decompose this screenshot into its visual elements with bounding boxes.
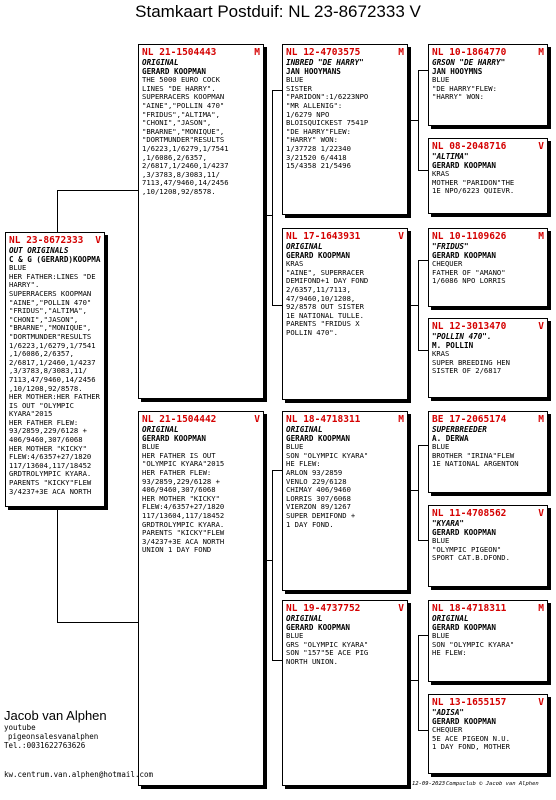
category: INBRED "DE HARRY" xyxy=(286,58,364,67)
description: THE 5000 EURO COCK LINES "DE HARRY". SUPERRACERS KOOPMAN "AINE","POLLIN 470" "FRIDUS","ALTIMA", "CHONI","JASON", "BRARNE","MONIQUE", "DORTMUNDER"RESULTS 1/6223,1/6279,1/7541 ,1/6086,2/6357, 2/6817,1/2460,1/4237 ,3/3783,8/3083,11/ 7113,47/9460,14/2456 ,10/1208,92/8578. xyxy=(142,75,229,196)
connector-line xyxy=(418,540,428,541)
connector-line xyxy=(408,120,419,121)
connector-line xyxy=(272,470,273,660)
category: ORIGINAL xyxy=(286,425,323,434)
owner: GERARD KOOPMAN xyxy=(432,716,497,726)
connector-line xyxy=(272,470,282,471)
ring-number: NL 12-4703575 xyxy=(286,47,361,58)
connector-line xyxy=(408,305,419,306)
description: BLUE SISTER "PARIDON":1/6223NPO "MR ALLENIG": 1/6279 NPO BLOISQUICKEST 7541P "DE HARRY"FLEW: "HARRY" WON: 1/37728 1/22340 3/21520 6/4418 15/4358 21/5496 xyxy=(286,75,369,171)
description: BLUE BROTHER "IRINA"FLEW 1E NATIONAL ARGENTON xyxy=(432,442,519,469)
description: CHEQUER FATHER OF "AMANO" 1/6086 NPO LORRIS xyxy=(432,259,506,286)
description: BLUE GRS "OLYMPIC KYARA" SON "157"5E ACE PIG NORTH UNION. xyxy=(286,631,369,666)
pigeon-card-ff xyxy=(282,44,408,215)
description: BLUE SON "OLYMPIC KYARA" HE FLEW: xyxy=(432,631,515,658)
description: BLUE HER FATHER:LINES "DE HARRY". SUPERRACERS KOOPMAN "AINE","POLLIN 470" "FRIDUS","ALTIMA", "CHONI","JASON", "BRARNE","MONIQUE", "DORTMUNDER"RESULTS 1/6223,1/6279,1/7541 ,1/6086,2/6357, 2/6817,1/2460,1/4237 ,3/3783,8/3083,11/ 7113,47/9460,14/2456 ,10/1208,92/8578. HER MOTHER:HER FATHER IS OUT "OLYMPIC KYARA"2015 HER FATHER FLEW: 93/2859,229/6128 + 406/9460,307/6068 HER MOTHER "KICKY" FLEW:4/6357+27/1820 117/13604,117/18452 GRDTROLYMPIC KYARA. PARENTS "KICKY"FLEW 3/4237+3E ACA NORTH xyxy=(9,263,100,496)
category: ORIGINAL xyxy=(286,242,323,251)
pigeon-card-fmm xyxy=(428,318,548,398)
connector-line xyxy=(418,260,428,261)
owner: A. DERWA xyxy=(432,433,469,443)
ring-number: BE 17-2065174 xyxy=(432,414,507,425)
pigeon-card-mff xyxy=(428,411,548,493)
description: KRAS SUPER BREEDING HEN SISTER OF 2/6817 xyxy=(432,349,510,376)
connector-line xyxy=(418,350,428,351)
ring-number: NL 13-1655157 xyxy=(432,697,507,708)
category: ORIGINAL xyxy=(286,614,323,623)
owner: GERARD KOOPMAN xyxy=(286,433,351,443)
ring-number: NL 17-1643931 xyxy=(286,231,361,242)
ring-number: NL 12-3013470 xyxy=(432,321,507,332)
description: BLUE SON "OLYMPIC KYARA" HE FLEW: ARLON 93/2859 VENLO 229/6128 CHIMAY 406/9460 LORRIS 307/6068 VIERZON 89/1267 SUPER DEMIFOND + 1 DAY FOND. xyxy=(286,442,369,529)
description: BLUE "OLYMPIC PIGEON" SPORT CAT.B.DFOND. xyxy=(432,536,510,563)
ring-number: NL 11-4708562 xyxy=(432,508,507,519)
sex-marker: M xyxy=(398,414,404,425)
sex-marker: V xyxy=(398,231,404,242)
connector-line xyxy=(57,190,58,232)
category: GRSON "DE HARRY" xyxy=(432,58,506,67)
description: KRAS "AINE", SUPERRACER DEMIFOND+1 DAY FOND 2/6357,11/7113, 47/9460,10/1208, 92/8578 OUT SISTER 1E NATIONAL TULLE. PARENTS "FRIDUS X POLLIN 470". xyxy=(286,259,369,337)
ring-number: NL 18-4718311 xyxy=(286,414,361,425)
sex-marker: V xyxy=(254,414,260,425)
ring-number: NL 18-4718311 xyxy=(432,603,507,614)
connector-line xyxy=(418,170,428,171)
sex-marker: V xyxy=(538,141,544,152)
connector-line xyxy=(418,730,428,731)
owner: JAN HOOYMNS xyxy=(432,66,483,76)
category: ORIGINAL xyxy=(142,425,179,434)
connector-line xyxy=(272,660,282,661)
pigeon-card-fm xyxy=(282,228,408,400)
page-title: Stamkaart Postduif: NL 23-8672333 V xyxy=(135,2,421,21)
ring-number: NL 10-1109626 xyxy=(432,231,507,242)
connector-line xyxy=(264,215,273,216)
ring-number: NL 21-1504442 xyxy=(142,414,217,425)
description: BLUE HER FATHER IS OUT "OLYMPIC KYARA"2015 HER FATHER FLEW: 93/2859,229/6128 + 406/9460,307/6068 HER MOTHER "KICKY" FLEW:4/6357+27/1820 117/13604,117/18452 GRDTROLYMPIC KYARA. PARENTS "KICKY"FLEW 3/4237+3E ACA NORTH UNION 1 DAY FOND xyxy=(142,442,225,555)
sex-marker: M xyxy=(538,47,544,58)
owner: GERARD KOOPMAN xyxy=(286,622,351,632)
owner: M. POLLIN xyxy=(432,340,474,350)
pigeon-card-mmf xyxy=(428,600,548,682)
connector-line xyxy=(272,90,282,91)
sex-marker: V xyxy=(538,321,544,332)
ring-number: NL 08-2048716 xyxy=(432,141,507,152)
category: "ADISA" xyxy=(432,708,465,717)
breeder-phone: Tel.:0031622763626 xyxy=(4,741,86,750)
connector-line xyxy=(272,90,273,305)
pigeon-card-ffm xyxy=(428,138,548,214)
owner: GERARD KOOPMAN xyxy=(432,250,497,260)
pigeon-card-subject xyxy=(5,232,105,507)
category: ORIGINAL xyxy=(432,614,469,623)
ring-number: NL 23-8672333 xyxy=(9,235,84,246)
owner: GERARD KOOPMAN xyxy=(432,622,497,632)
connector-line xyxy=(57,190,138,191)
owner: GERARD KOOPMAN xyxy=(286,250,351,260)
pigeon-card-mfm xyxy=(428,505,548,587)
connector-line xyxy=(418,70,428,71)
sex-marker: M xyxy=(398,47,404,58)
breeder-info xyxy=(4,708,134,750)
sex-marker: M xyxy=(254,47,260,58)
category: SUPERBREEDER xyxy=(432,425,487,434)
breeder-email: kw.centrum.van.alphen@hotmail.com xyxy=(4,770,154,779)
connector-line xyxy=(408,490,419,491)
owner: GERARD KOOPMAN xyxy=(432,527,497,537)
ring-number: NL 21-1504443 xyxy=(142,47,217,58)
connector-line xyxy=(57,507,58,623)
pigeon-card-mmm xyxy=(428,694,548,774)
sex-marker: V xyxy=(538,697,544,708)
breeder-line2: pigeonsalesvanalphen xyxy=(8,732,99,741)
ring-number: NL 10-1864770 xyxy=(432,47,507,58)
sex-marker: V xyxy=(95,235,101,246)
breeder-name: Jacob van Alphen xyxy=(4,708,107,723)
description: KRAS MOTHER "PARIDON"THE 1E NPO/6223 QUIEVR. xyxy=(432,169,515,196)
pigeon-card-mother xyxy=(138,411,264,786)
category: "KYARA" xyxy=(432,519,465,528)
connector-line xyxy=(418,445,428,446)
owner: GERARD KOOPMAN xyxy=(142,433,207,443)
category: ORIGINAL xyxy=(142,58,179,67)
description: BLUE "DE HARRY"FLEW: "HARRY" WON: xyxy=(432,75,497,102)
ring-number: NL 19-4737752 xyxy=(286,603,361,614)
description: CHEQUER 5E ACE PIGEON N.U. 1 DAY FOND, MOTHER xyxy=(432,725,510,752)
category: "FRIDUS" xyxy=(432,242,469,251)
sex-marker: M xyxy=(538,231,544,242)
print-date: 12-09-2023 xyxy=(412,781,446,787)
category: "POLLIN 470". xyxy=(432,332,492,341)
connector-line xyxy=(418,445,419,540)
category: OUT ORIGINALS xyxy=(9,246,69,255)
sex-marker: M xyxy=(538,603,544,614)
connector-line xyxy=(264,560,273,561)
owner: C & G (GERARD)KOOPMA xyxy=(9,254,101,264)
pigeon-card-mf xyxy=(282,411,408,591)
connector-line xyxy=(57,622,138,623)
connector-line xyxy=(272,305,282,306)
pigeon-card-father xyxy=(138,44,264,399)
sex-marker: V xyxy=(538,508,544,519)
sex-marker: V xyxy=(398,603,404,614)
pigeon-card-fmf xyxy=(428,228,548,307)
owner: GERARD KOOPMAN xyxy=(142,66,207,76)
breeder-line1: youtube xyxy=(4,723,36,732)
connector-line xyxy=(408,680,419,681)
pigeon-card-fff xyxy=(428,44,548,126)
pigeon-card-mm xyxy=(282,600,408,786)
copyright: Compuclub © Jacob van Alphen xyxy=(446,781,539,787)
category: "ALTIMA" xyxy=(432,152,469,161)
sex-marker: M xyxy=(538,414,544,425)
owner: GERARD KOOPMAN xyxy=(432,160,497,170)
connector-line xyxy=(418,635,419,730)
connector-line xyxy=(418,635,428,636)
owner: JAN HOOYMANS xyxy=(286,66,341,76)
